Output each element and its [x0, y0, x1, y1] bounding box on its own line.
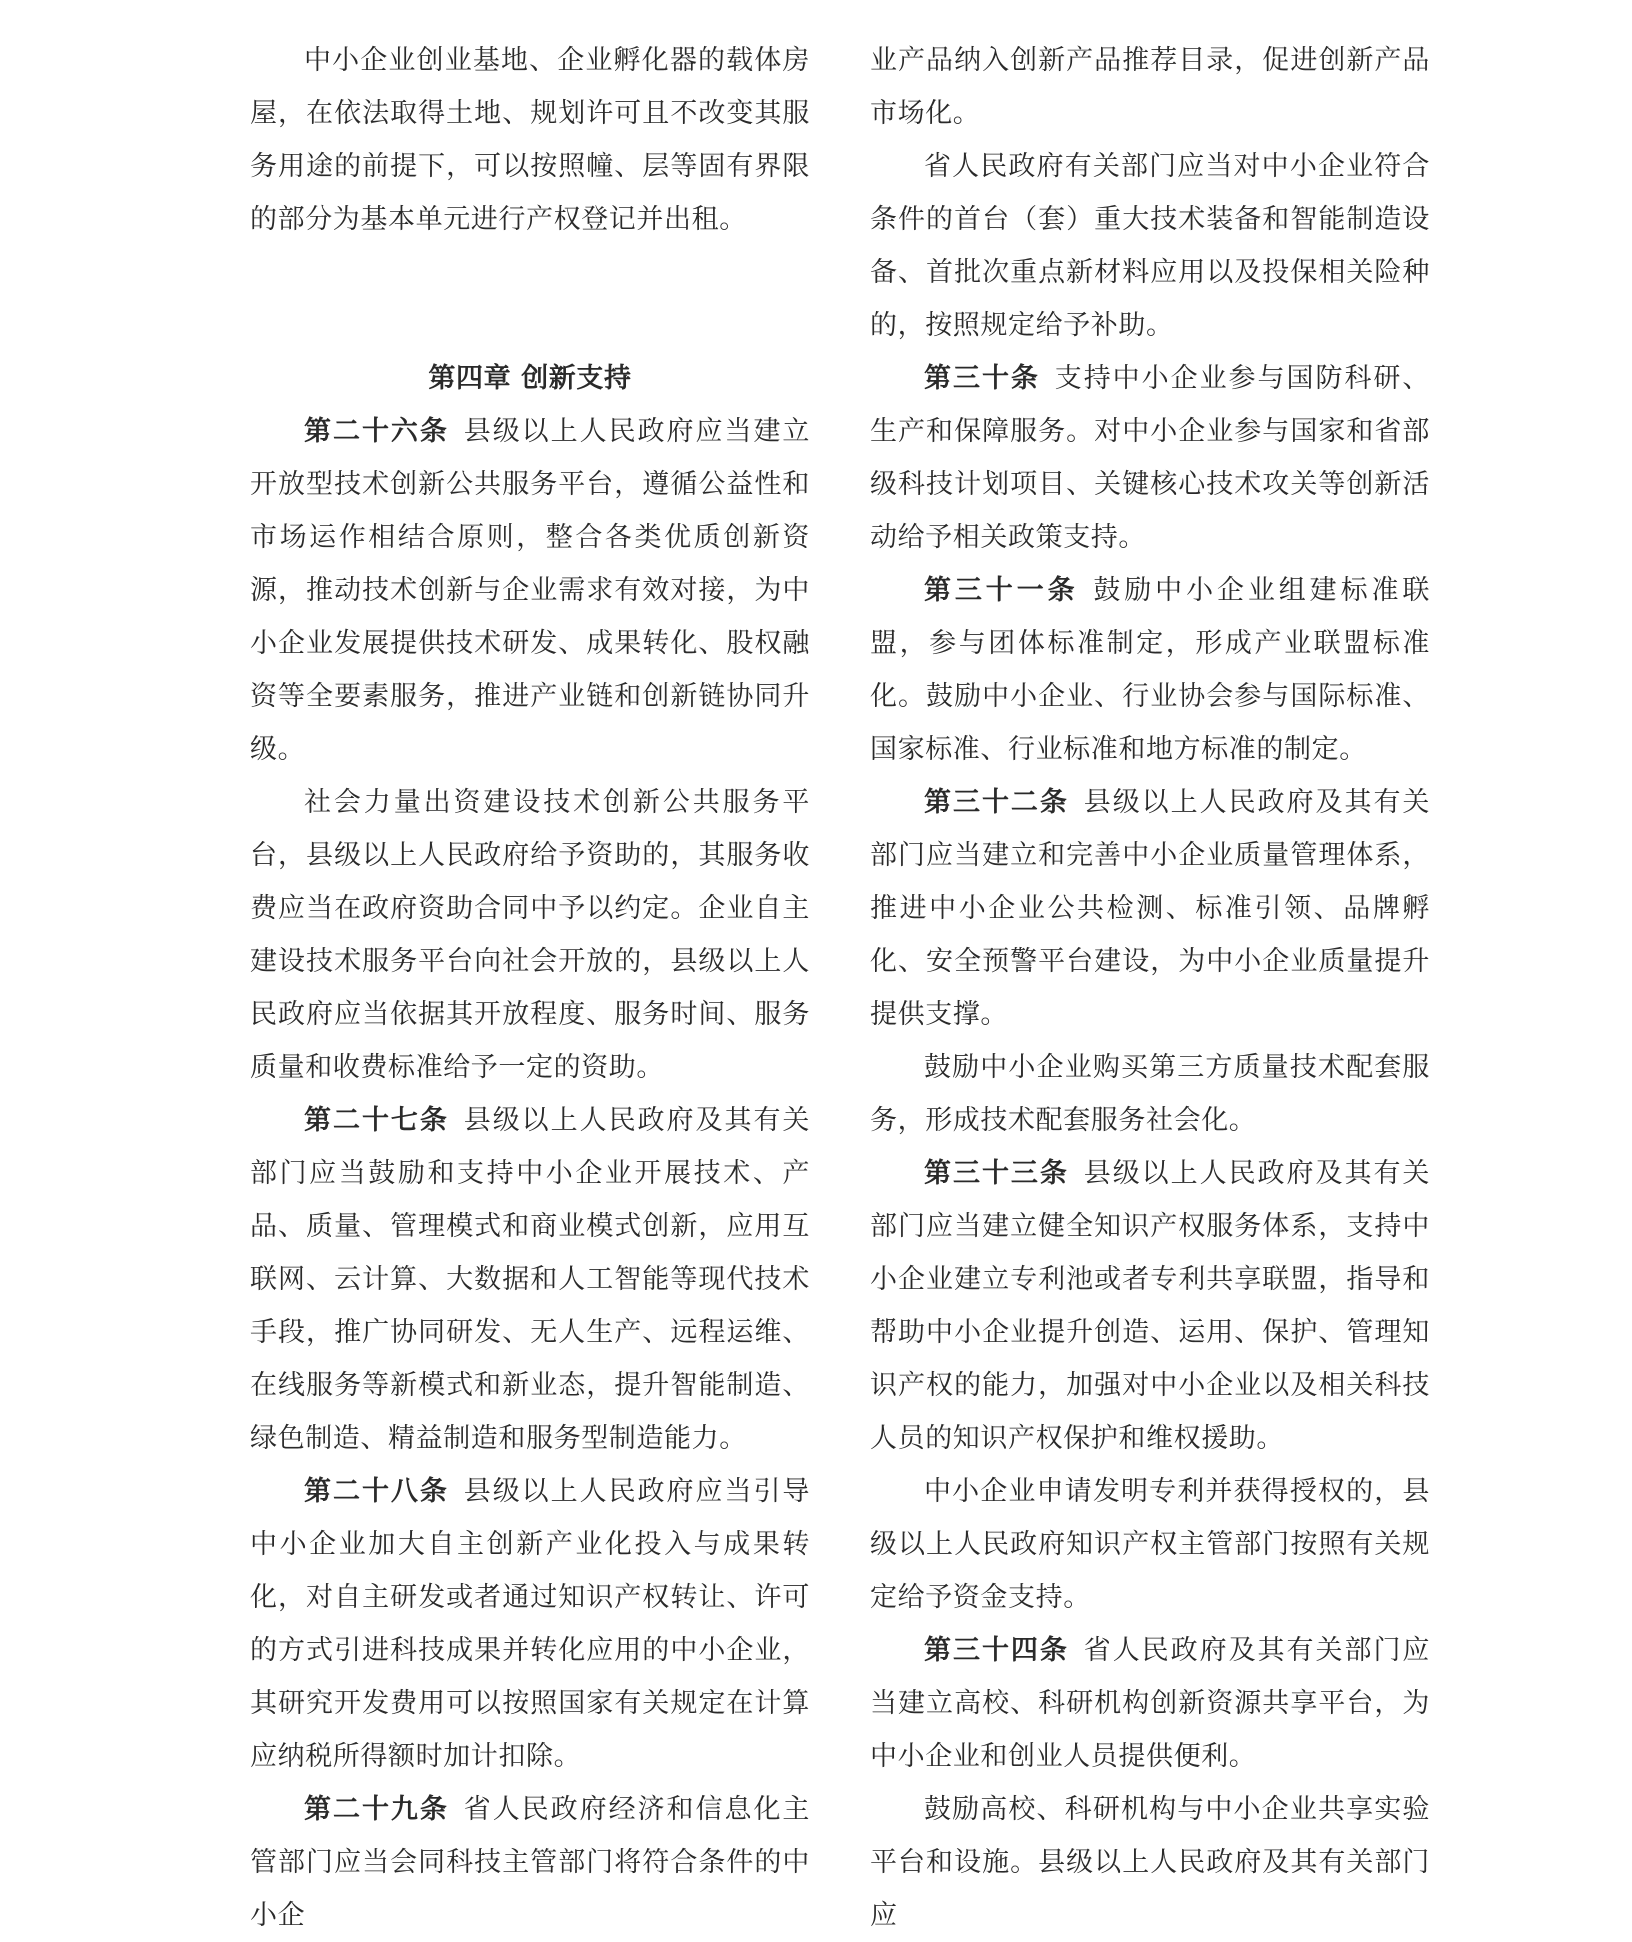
chapter-title: 第四章 创新支持 — [428, 363, 632, 394]
article-text: 县级以上人民政府及其有关部门应当建立健全知识产权服务体系，支持中小企业建立专利池或者专利共享联盟，指导和帮助中小企业提升创造、运用、保护、管理知识产权的能力，加强对中小企业以及相关科技人员的知识产权保护和维权援助。 — [870, 1158, 1431, 1454]
article-label: 第二十九条 — [304, 1794, 449, 1825]
article-34 — [870, 1624, 1430, 1783]
left-column — [250, 34, 810, 1942]
paragraph-provincial-subsidy: 省人民政府有关部门应当对中小企业符合条件的首台（套）重大技术装备和智能制造设备、首批次重点新材料应用以及投保相关险种的，按照规定给予补助。 — [870, 151, 1430, 341]
article-label: 第三十二条 — [924, 787, 1069, 818]
section-spacer — [250, 246, 810, 352]
paragraph-third-party-service: 鼓励中小企业购买第三方质量技术配套服务，形成技术配套服务社会化。 — [870, 1052, 1430, 1136]
article-33 — [870, 1147, 1430, 1465]
right-column — [870, 34, 1430, 1942]
article-label: 第三十三条 — [924, 1158, 1069, 1189]
article-26 — [250, 405, 810, 776]
article-27 — [250, 1094, 810, 1465]
article-label: 第三十四条 — [924, 1635, 1069, 1666]
article-label: 第三十条 — [924, 363, 1040, 394]
article-label: 第二十七条 — [304, 1105, 449, 1136]
article-31 — [870, 564, 1430, 776]
paragraph-patent-support: 中小企业申请发明专利并获得授权的，县级以上人民政府知识产权主管部门按照有关规定给予资金支持。 — [870, 1476, 1430, 1613]
article-text: 鼓励中小企业组建标准联盟，参与团体标准制定，形成产业联盟标准化。鼓励中小企业、行业协会参与国际标准、国家标准、行业标准和地方标准的制定。 — [870, 575, 1430, 765]
paragraph-continuation: 业产品纳入创新产品推荐目录，促进创新产品市场化。 — [870, 45, 1430, 129]
article-text: 县级以上人民政府及其有关部门应当建立和完善中小企业质量管理体系，推进中小企业公共检测、标准引领、品牌孵化、安全预警平台建设，为中小企业质量提升提供支撑。 — [870, 787, 1431, 1030]
article-text: 省人民政府及其有关部门应当建立高校、科研机构创新资源共享平台，为中小企业和创业人员提供便利。 — [870, 1635, 1431, 1772]
article-30 — [870, 352, 1430, 564]
article-text: 县级以上人民政府及其有关部门应当鼓励和支持中小企业开展技术、产品、质量、管理模式和商业模式创新，应用互联网、云计算、大数据和人工智能等现代技术手段，推广协同研发、无人生产、远程运维、在线服务等新模式和新业态，提升智能制造、绿色制造、精益制造和服务型制造能力。 — [250, 1105, 811, 1454]
article-28 — [250, 1465, 810, 1783]
paragraph-lab-sharing: 鼓励高校、科研机构与中小企业共享实验平台和设施。县级以上人民政府及其有关部门应 — [870, 1794, 1430, 1931]
article-text: 省人民政府经济和信息化主管部门应当会同科技主管部门将符合条件的中小企 — [250, 1794, 811, 1931]
article-label: 第二十六条 — [304, 416, 449, 447]
article-label: 第二十八条 — [304, 1476, 449, 1507]
paragraph-incubator-property: 中小企业创业基地、企业孵化器的载体房屋，在依法取得土地、规划许可且不改变其服务用途的前提下，可以按照幢、层等固有界限的部分为基本单元进行产权登记并出租。 — [250, 45, 810, 235]
article-label: 第三十一条 — [924, 575, 1079, 606]
article-text: 县级以上人民政府应当建立开放型技术创新公共服务平台，遵循公益性和市场运作相结合原则，整合各类优质创新资源，推动技术创新与企业需求有效对接，为中小企业发展提供技术研发、成果转化、股权融资等全要素服务，推进产业链和创新链协同升级。 — [250, 416, 811, 765]
article-text: 县级以上人民政府应当引导中小企业加大自主创新产业化投入与成果转化，对自主研发或者通过知识产权转让、许可的方式引进科技成果并转化应用的中小企业，其研究开发费用可以按照国家有关规定在计算应纳税所得额时加计扣除。 — [250, 1476, 811, 1772]
article-text: 支持中小企业参与国防科研、生产和保障服务。对中小企业参与国家和省部级科技计划项目、关键核心技术攻关等创新活动给予相关政策支持。 — [870, 363, 1430, 553]
paragraph-social-capital: 社会力量出资建设技术创新公共服务平台，县级以上人民政府给予资助的，其服务收费应当在政府资助合同中予以约定。企业自主建设技术服务平台向社会开放的，县级以上人民政府应当依据其开放程度、服务时间、服务质量和收费标准给予一定的资助。 — [250, 787, 810, 1083]
article-32 — [870, 776, 1430, 1041]
article-29 — [250, 1783, 810, 1942]
